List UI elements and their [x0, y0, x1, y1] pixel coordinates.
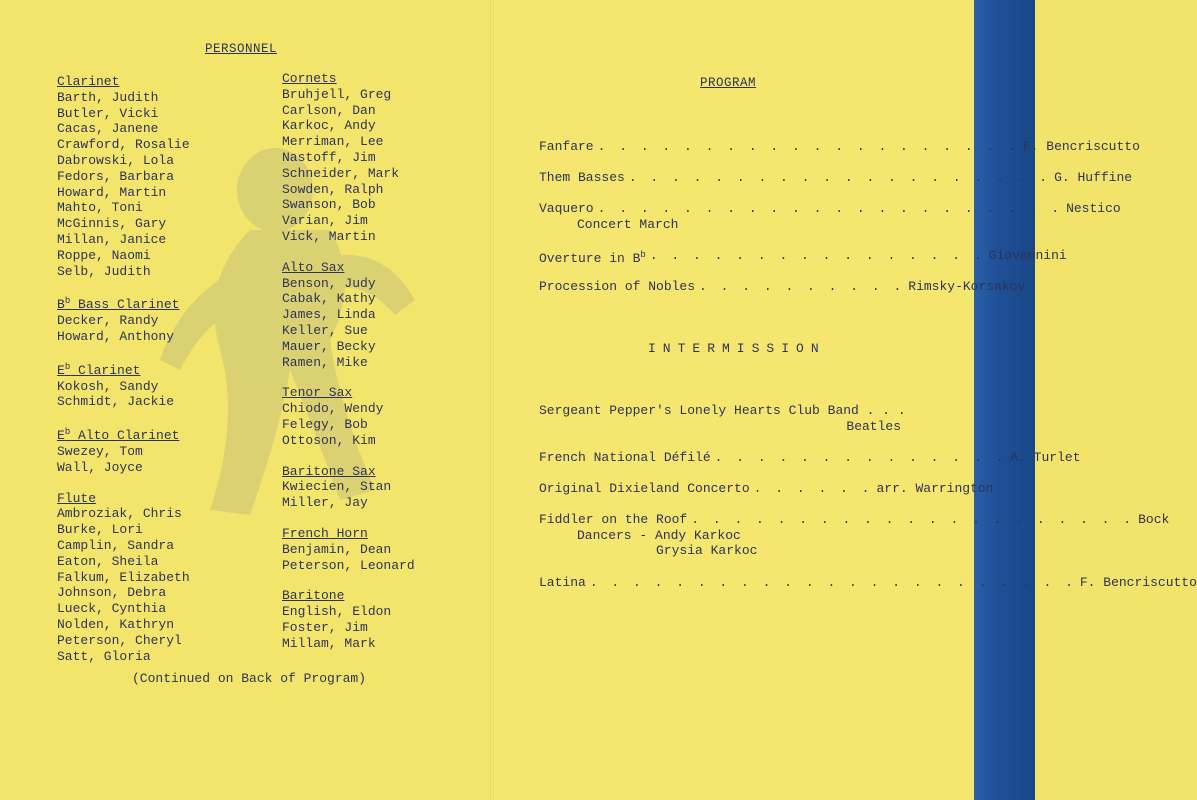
personnel-right-column: [282, 71, 415, 667]
composer: F. Bencriscutto: [1079, 575, 1197, 590]
member-name: Swanson, Bob: [282, 197, 376, 213]
section-title: French Horn: [282, 525, 368, 541]
section-title: Clarinet: [57, 74, 120, 89]
member-name: Chiodo, Wendy: [282, 401, 384, 417]
member-name: Varian, Jim: [282, 213, 368, 229]
section-title: Cornets: [282, 71, 337, 86]
section-title-text: Alto Clarinet: [70, 428, 180, 444]
member-name: Millam, Mark: [282, 635, 376, 651]
piece-title: Fiddler on the Roof: [539, 512, 688, 527]
program-item-them-basses: [539, 170, 1133, 186]
leader-dots: . . . . . . . . . . . . . . . . . . . . . .: [597, 201, 1063, 216]
piece-title: Them Basses: [539, 170, 625, 185]
member-name: Felegy, Bob: [282, 416, 368, 432]
program-item-dixieland: [539, 481, 994, 497]
member-name: Merriman, Lee: [282, 134, 384, 150]
composer: A. Turlet: [1010, 450, 1081, 465]
member-name: Ramen, Mike: [282, 354, 368, 370]
program-item-procession: [539, 279, 1026, 295]
piece-title: [539, 248, 646, 267]
member-name: Crawford, Rosalie: [57, 137, 190, 153]
section-title: Baritone Sax: [282, 463, 376, 479]
member-name: Foster, Jim: [282, 619, 368, 635]
member-name: Carlson, Dan: [282, 102, 376, 118]
section-tenor-sax: [282, 385, 415, 448]
member-name: Satt, Gloria: [57, 648, 151, 664]
section-eb-clarinet: [57, 360, 190, 410]
program-item-fiddler: [539, 512, 1170, 559]
member-name: Millan, Janice: [57, 231, 167, 247]
member-name: Benjamin, Dean: [282, 541, 392, 557]
leader-dots: . . . . . . . . . . . . . .: [714, 450, 1007, 465]
member-name: Kokosh, Sandy: [57, 378, 159, 394]
section-title: [57, 425, 190, 444]
piece-title: French National Défilé: [539, 450, 711, 465]
member-name: Cabak, Kathy: [282, 291, 376, 307]
flat-sign: b: [64, 361, 71, 372]
program-item-overture: [539, 248, 1067, 267]
composer: arr. Warrington: [876, 481, 994, 496]
key-letter: E: [57, 362, 65, 378]
intermission-label: INTERMISSION: [648, 341, 826, 356]
member-name: Roppe, Naomi: [57, 247, 151, 263]
member-name: Fedors, Barbara: [57, 168, 175, 184]
program-item-latina: [539, 575, 1197, 591]
member-name: Decker, Randy: [57, 313, 159, 329]
section-title: [57, 360, 190, 379]
composer: Rimsky-Korsakov: [908, 279, 1026, 294]
member-name: Howard, Martin: [57, 184, 167, 200]
program-item-fanfare: [539, 139, 1140, 155]
leader-dots: . . . . . . . . . . . . . . . . . . . . . . .: [589, 575, 1076, 590]
section-title: [57, 294, 190, 313]
member-name: Peterson, Leonard: [282, 557, 415, 573]
piece-title: Fanfare: [539, 139, 594, 154]
section-alto-clarinet: [57, 425, 190, 475]
key-letter: E: [57, 428, 65, 444]
composer: Bock: [1138, 512, 1170, 527]
member-name: Swezey, Tom: [57, 443, 143, 459]
section-clarinet: [57, 74, 190, 279]
member-name: Kwiecien, Stan: [282, 479, 392, 495]
member-name: Falkum, Elizabeth: [57, 569, 190, 585]
member-name: Ambroziak, Chris: [57, 506, 182, 522]
member-name: Barth, Judith: [57, 89, 159, 105]
composer: G. Huffine: [1054, 170, 1133, 185]
member-name: James, Linda: [282, 307, 376, 323]
piece-title-text: Overture in B: [539, 251, 641, 266]
piece-title: Original Dixieland Concerto: [539, 481, 750, 496]
program-item-defile: [539, 450, 1081, 466]
leader-dots: . . . . . . . . . . . . . . . .: [649, 248, 985, 263]
personnel-left-column: [57, 74, 190, 679]
composer: Nestico: [1066, 201, 1121, 216]
member-name: Howard, Anthony: [57, 328, 175, 344]
personnel-heading: PERSONNEL: [205, 42, 278, 56]
dancers-line: Dancers - Andy Karkoc: [577, 527, 741, 543]
page-fold: [490, 0, 494, 800]
section-title: Tenor Sax: [282, 385, 353, 401]
piece-title: Sergeant Pepper's Lonely Hearts Club Band . . .: [539, 403, 906, 418]
member-name: Johnson, Debra: [57, 585, 167, 601]
section-bass-clarinet: [57, 294, 190, 344]
flat-sign: b: [64, 427, 71, 438]
flat-sign: b: [64, 296, 71, 307]
member-name: Benson, Judy: [282, 275, 376, 291]
member-name: Lueck, Cynthia: [57, 601, 167, 617]
section-cornets: [282, 71, 415, 245]
program-item-sgt-pepper: [539, 403, 906, 434]
leader-dots: . . . . . . . . . . . . . . . . . . . . .: [691, 512, 1135, 527]
member-name: Dabrowski, Lola: [57, 152, 175, 168]
section-title-text: Clarinet: [70, 362, 141, 378]
member-name: Wall, Joyce: [57, 459, 143, 475]
program-heading: PROGRAM: [700, 76, 757, 90]
member-name: Cacas, Janene: [57, 121, 159, 137]
continued-note: (Continued on Back of Program): [132, 671, 367, 686]
key-letter: B: [57, 297, 65, 313]
section-title: Flute: [57, 490, 97, 506]
member-name: Butler, Vicki: [57, 105, 159, 121]
member-name: Bruhjell, Greg: [282, 86, 392, 102]
member-name: Miller, Jay: [282, 495, 368, 511]
leader-dots: . . . . . . . . . . . . . . . . . . . .: [597, 139, 1019, 154]
member-name: Keller, Sue: [282, 322, 368, 338]
piece-title: Latina: [539, 575, 586, 590]
member-name: Vick, Martin: [282, 228, 376, 244]
member-name: Peterson, Cheryl: [57, 632, 182, 648]
composer: Giovannini: [988, 248, 1067, 263]
member-name: Schneider, Mark: [282, 165, 400, 181]
back-cover-edge: [974, 0, 1035, 800]
dancers-line: Grysia Karkoc: [656, 543, 758, 558]
member-name: Sowden, Ralph: [282, 181, 384, 197]
piece-subtitle: Concert March: [577, 216, 679, 232]
section-title-text: Bass Clarinet: [70, 297, 180, 313]
member-name: Camplin, Sandra: [57, 537, 175, 553]
composer: Beatles: [846, 418, 901, 434]
member-name: Nastoff, Jim: [282, 149, 376, 165]
section-flute: [57, 491, 190, 665]
right-page: [492, 0, 974, 800]
composer: F. Bencriscutto: [1022, 139, 1140, 154]
leader-dots: . . . . . . . . . . . . . . . . . . . .: [628, 170, 1051, 185]
member-name: English, Eldon: [282, 604, 392, 620]
section-title: Baritone: [282, 588, 345, 604]
member-name: Karkoc, Andy: [282, 118, 376, 134]
member-name: Schmidt, Jackie: [57, 394, 175, 410]
member-name: Mauer, Becky: [282, 338, 376, 354]
flat-sign: b: [640, 250, 646, 260]
section-title: Alto Sax: [282, 259, 345, 275]
member-name: Mahto, Toni: [57, 200, 143, 216]
member-name: McGinnis, Gary: [57, 216, 167, 232]
member-name: Nolden, Kathryn: [57, 616, 175, 632]
member-name: Selb, Judith: [57, 263, 151, 279]
piece-title: Procession of Nobles: [539, 279, 696, 294]
piece-title: Vaquero: [539, 201, 594, 216]
leader-dots: . . . . . .: [753, 481, 873, 496]
section-alto-sax: [282, 260, 415, 371]
section-baritone-sax: [282, 464, 415, 511]
section-french-horn: [282, 526, 415, 573]
member-name: Burke, Lori: [57, 522, 143, 538]
program-item-vaquero: [539, 201, 1121, 232]
leader-dots: . . . . . . . . . .: [699, 279, 905, 294]
member-name: Ottoson, Kim: [282, 432, 376, 448]
member-name: Eaton, Sheila: [57, 553, 159, 569]
section-baritone: [282, 588, 415, 651]
